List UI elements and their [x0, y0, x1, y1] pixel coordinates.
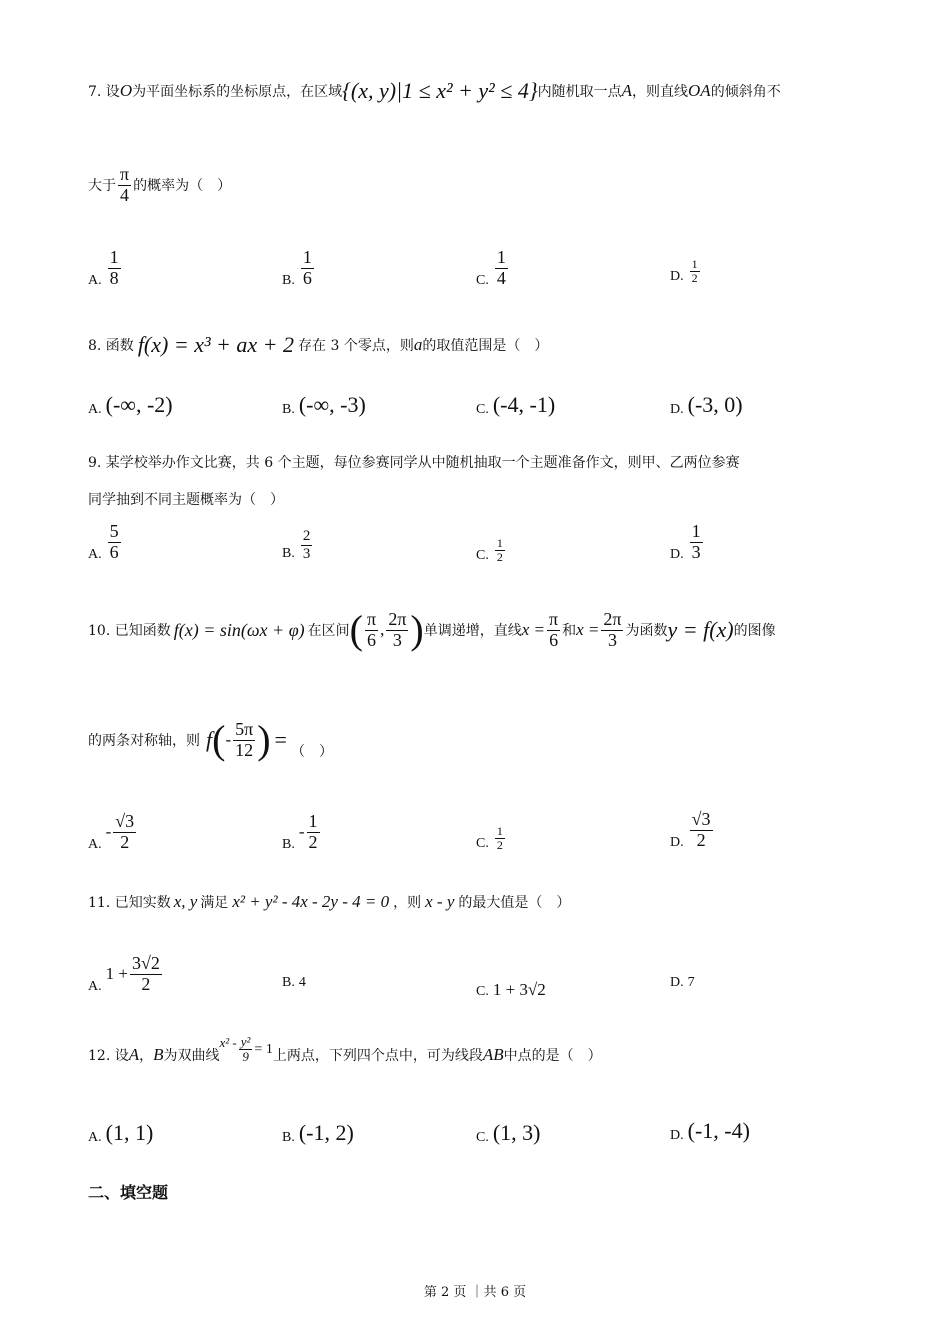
math: = [274, 727, 287, 753]
fraction [130, 954, 162, 995]
fraction [239, 1035, 253, 1065]
text: 2 [302, 528, 311, 544]
q9-text: 同学抽到不同主题概率为（ ） [88, 492, 284, 508]
q8-text: 8. 函数 [88, 338, 134, 354]
text: 4 [298, 975, 306, 990]
page-footer: 第 2 页 ｜共 6 页 [423, 1285, 527, 1300]
q7-line1 [88, 78, 781, 104]
text: 8 [109, 267, 119, 288]
fraction [547, 610, 560, 651]
q8-text: 的取值范围是（ ） [422, 338, 549, 354]
text: - [298, 822, 305, 842]
q12-text: ， [139, 1047, 154, 1064]
text: 2π [388, 609, 407, 629]
q7-text: 大于 [88, 178, 116, 195]
math: AB [482, 1044, 504, 1064]
q7-text: 的概率为（ ） [133, 178, 232, 195]
q12-option-c[interactable] [476, 1120, 541, 1146]
q12-option-b[interactable] [282, 1120, 354, 1146]
q10-text: 为函数 [625, 623, 668, 640]
math-set: {(x, y)|1 ≤ x² + y² ≤ 4} [342, 78, 538, 103]
text: 7 [687, 975, 695, 990]
q10-text: 10. 已知函数 [88, 623, 171, 640]
q10-line1: 10. 已知函数 f(x) = sin(ωx + φ) 在区间 ( $\frac{\pi}{6}$ , $\frac{2\pi}{3}$ ) 单调递增，直线 x = $\frac{\pi}{6}$ 和 x = $\frac{2\pi}{3}$ 为函数 y = f(x) 的图像 [88, 607, 776, 653]
text: C. [476, 984, 489, 999]
text: 3 [302, 545, 311, 562]
text: (-∞, -2) [105, 392, 173, 417]
text: B. [282, 1130, 295, 1145]
text: π [549, 609, 559, 629]
q10-option-b[interactable] [282, 812, 322, 853]
right-paren: ) [410, 607, 424, 653]
text: y² [240, 1034, 251, 1049]
text: D. [670, 975, 684, 990]
left-paren: ( [349, 607, 363, 653]
text: 2 [496, 838, 503, 853]
fraction [495, 537, 505, 564]
fraction [690, 258, 700, 285]
math: O [119, 81, 133, 100]
text: 1 [496, 247, 506, 267]
math: A [621, 81, 633, 100]
q12-option-d[interactable] [670, 1118, 750, 1144]
q8-option-c[interactable] [476, 392, 555, 418]
math: x² + y² - 4x - 2y - 4 = 0 [232, 892, 390, 911]
fraction [365, 610, 378, 651]
q11-option-b[interactable] [282, 975, 310, 991]
q10-line2 [88, 717, 333, 763]
q8-option-d[interactable] [670, 392, 743, 418]
q12-text: 为双曲线 [163, 1047, 220, 1064]
q11-option-c[interactable] [476, 972, 546, 1000]
q11-text: 11. 已知实数 [88, 895, 171, 911]
text: √3 [691, 809, 711, 829]
q10-option-c[interactable] [476, 825, 507, 852]
right-paren: ) [257, 717, 271, 763]
text: 9 [242, 1049, 249, 1065]
text: 1 + 3√2 [492, 980, 546, 999]
fraction [301, 528, 313, 562]
text: B. [282, 836, 295, 852]
math: x² - [219, 1035, 237, 1050]
text: 12 [235, 739, 254, 760]
math: A [128, 1044, 140, 1064]
text: C. [476, 272, 489, 288]
q9-line2 [88, 489, 284, 509]
math: f(x) = x³ + ax + 2 [137, 332, 295, 357]
q9-option-b[interactable] [282, 528, 314, 562]
text: A. [88, 546, 102, 562]
q7-line2 [88, 165, 231, 206]
math: = 1 [254, 1041, 273, 1057]
math: x = [576, 620, 600, 640]
q12-line [88, 1035, 602, 1065]
text: 1 [691, 521, 701, 541]
text: A. [88, 1130, 102, 1145]
text: 2 [308, 831, 318, 852]
text: - [105, 822, 112, 842]
q9-option-d[interactable] [670, 522, 705, 563]
q10-option-a[interactable] [88, 812, 138, 853]
q10-text: 的图像 [733, 623, 776, 640]
math: - [225, 730, 232, 750]
q8-option-b[interactable] [282, 392, 366, 418]
fraction [690, 810, 713, 851]
q7-text: 为平面坐标系的坐标原点，在区域 [132, 84, 343, 100]
text: A. [88, 978, 102, 994]
text: C. [476, 836, 489, 852]
q12-text: 中点的是（ ） [503, 1047, 602, 1064]
q11-text: ，则 [393, 895, 422, 911]
text: (1, 1) [105, 1120, 154, 1145]
text: A. [88, 272, 102, 288]
text: A. [88, 402, 102, 417]
q10-text: 和 [562, 623, 577, 640]
text: 5π [235, 719, 254, 739]
text: √3 [115, 811, 135, 831]
text: C. [476, 1130, 489, 1145]
text: (1, 3) [492, 1120, 541, 1145]
text: (-4, -1) [492, 392, 556, 417]
q12-text: 上两点，下列四个点中，可为线段 [272, 1047, 483, 1064]
fraction [495, 825, 505, 852]
text: B. [282, 546, 295, 561]
text: 4 [496, 267, 506, 288]
text: 3 [607, 629, 617, 650]
q7-option-a[interactable] [88, 248, 123, 289]
text: 2 [141, 973, 151, 994]
q10-text: （ ） [290, 743, 333, 760]
text: 2 [120, 831, 130, 852]
math: x = [521, 620, 546, 640]
fraction [108, 522, 121, 563]
fraction [495, 248, 508, 289]
math: x, y [173, 892, 198, 911]
text: (-1, -4) [687, 1118, 750, 1143]
q11-option-d[interactable] [670, 975, 699, 991]
text: 6 [302, 267, 312, 288]
math: a [413, 335, 423, 354]
q7-text: ，则直线 [632, 84, 689, 100]
text: D. [670, 1128, 684, 1143]
fraction [386, 610, 408, 651]
fraction [113, 812, 136, 853]
text: 2 [496, 550, 503, 565]
text: 3 [392, 629, 402, 650]
left-paren: ( [212, 717, 226, 763]
text: 1 [691, 257, 698, 271]
q9-text: 9. 某学校举办作文比赛，共 6 个主题，每位参赛同学从中随机抽取一个主题准备作文，则甲、乙两位参赛 [88, 455, 740, 471]
text: 3 [691, 541, 701, 562]
text: B. [282, 402, 295, 417]
q7-text: 的倾斜角不 [710, 84, 781, 100]
text: B. [282, 272, 295, 288]
text: D. [670, 546, 684, 562]
q9-option-c[interactable] [476, 537, 507, 564]
q7-text: 内随机取一点 [537, 84, 622, 100]
q10-text: 在区间 [307, 623, 350, 640]
text: 1 [308, 811, 318, 831]
fraction [301, 248, 314, 289]
math: x - y [425, 892, 455, 911]
math: B [153, 1044, 164, 1064]
q8-option-a[interactable] [88, 392, 173, 418]
text: π [366, 609, 377, 629]
q12-option-a[interactable] [88, 1120, 153, 1146]
q7-option-c[interactable] [476, 248, 510, 289]
text: 3√2 [131, 953, 160, 973]
q10-text: 的两条对称轴，则 [88, 733, 200, 750]
text: D. [670, 402, 684, 417]
text: A. [88, 836, 102, 852]
text: (-∞, -3) [298, 392, 366, 417]
text: 1 [496, 824, 503, 838]
q9-option-a[interactable] [88, 522, 123, 563]
text: 6 [549, 629, 559, 650]
q12-text: 12. 设 [88, 1047, 129, 1064]
math: f(x) = sin(ωx + φ) [173, 619, 305, 640]
fraction [108, 248, 121, 289]
text: 2 [696, 829, 706, 850]
section-heading: 二、填空题 [88, 1183, 169, 1202]
text: 6 [109, 541, 119, 562]
text: 2 [691, 271, 698, 286]
text: 5 [109, 521, 119, 541]
fraction [307, 812, 320, 853]
fraction [601, 610, 623, 651]
text: D. [670, 269, 684, 285]
math: OA [688, 81, 711, 100]
text: 6 [367, 629, 377, 650]
q10-text: 单调递增，直线 [423, 623, 522, 640]
text: 1 + [105, 964, 128, 984]
text: C. [476, 548, 489, 564]
text: B. [282, 975, 295, 990]
q7-option-b[interactable] [282, 248, 316, 289]
q11-text: 的最大值是（ ） [458, 895, 571, 911]
q9-line1 [88, 452, 740, 472]
text: (-3, 0) [687, 392, 743, 417]
q11-option-a[interactable] [88, 954, 164, 995]
q10-option-d[interactable] [670, 810, 715, 851]
text: 4 [120, 184, 130, 205]
q8-text: 存在 3 个零点，则 [298, 338, 414, 354]
text: 1 [496, 536, 503, 550]
q11-line [88, 892, 570, 912]
text: C. [476, 402, 489, 417]
text: 1 [109, 247, 119, 267]
fraction [118, 165, 131, 206]
text: 1 [302, 247, 312, 267]
math: y = f(x) [667, 617, 734, 643]
fraction [233, 720, 255, 761]
fraction [690, 522, 703, 563]
text: 2π [603, 609, 622, 629]
math: f [206, 727, 213, 753]
text: π [120, 164, 130, 184]
text: (-1, 2) [298, 1120, 354, 1145]
q7-text: 7. 设 [88, 84, 120, 100]
q8-line [88, 332, 548, 358]
q11-text: 满足 [200, 895, 229, 911]
text: D. [670, 834, 684, 850]
q7-option-d[interactable] [670, 258, 702, 285]
